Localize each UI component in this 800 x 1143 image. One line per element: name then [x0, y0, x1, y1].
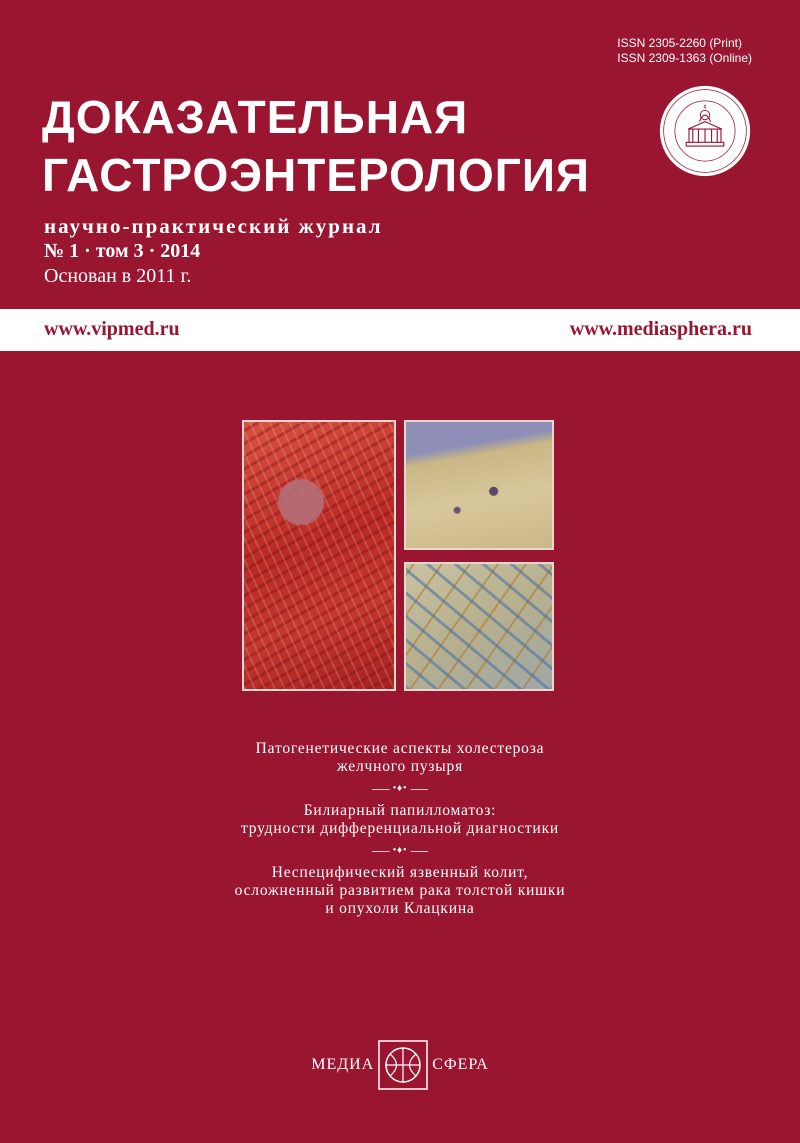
headline-1: Патогенетические аспекты холестероза желчного пузыря [255, 740, 545, 775]
vipmed-link[interactable]: www.vipmed.ru [44, 318, 180, 340]
journal-subtitle: научно-практический журнал [44, 214, 383, 238]
journal-title-line1: ДОКАЗАТЕЛЬНАЯ [42, 91, 469, 143]
divider-ornament-icon: •♦• [200, 838, 600, 864]
headline-2: Билиарный папилломатоз: трудности дифференциальной диагностики [240, 802, 560, 837]
divider-ornament-icon: •♦• [200, 776, 600, 802]
issn-block [617, 36, 752, 66]
headline-3: Неспецифический язвенный колит, осложненный развитием рака толстой кишки и опухоли Клацкина [234, 864, 566, 917]
publisher-logo [0, 1040, 800, 1090]
micrograph-red-tissue [242, 420, 396, 691]
founded-year: Основан в 2011 г. [44, 265, 192, 287]
polyclinic-seal-icon [658, 84, 752, 178]
mediasphera-link[interactable]: www.mediasphera.ru [569, 318, 752, 340]
headlines [200, 740, 600, 918]
publisher-name-left: МЕДИА [311, 1056, 375, 1073]
publisher-name-right: СФЕРА [432, 1056, 489, 1073]
journal-title-line2: ГАСТРОЭНТЕРОЛОГИЯ [42, 149, 590, 201]
url-band [0, 309, 800, 351]
issn-online: ISSN 2309-1363 (Online) [617, 51, 752, 65]
micrograph-stained-tissue [404, 562, 554, 691]
issn-print: ISSN 2305-2260 (Print) [617, 36, 742, 50]
micrograph-epithelium [404, 420, 554, 550]
media-sphere-logo-icon [378, 1040, 428, 1090]
issue-info: № 1 · том 3 · 2014 [44, 240, 201, 262]
journal-title [42, 88, 590, 204]
